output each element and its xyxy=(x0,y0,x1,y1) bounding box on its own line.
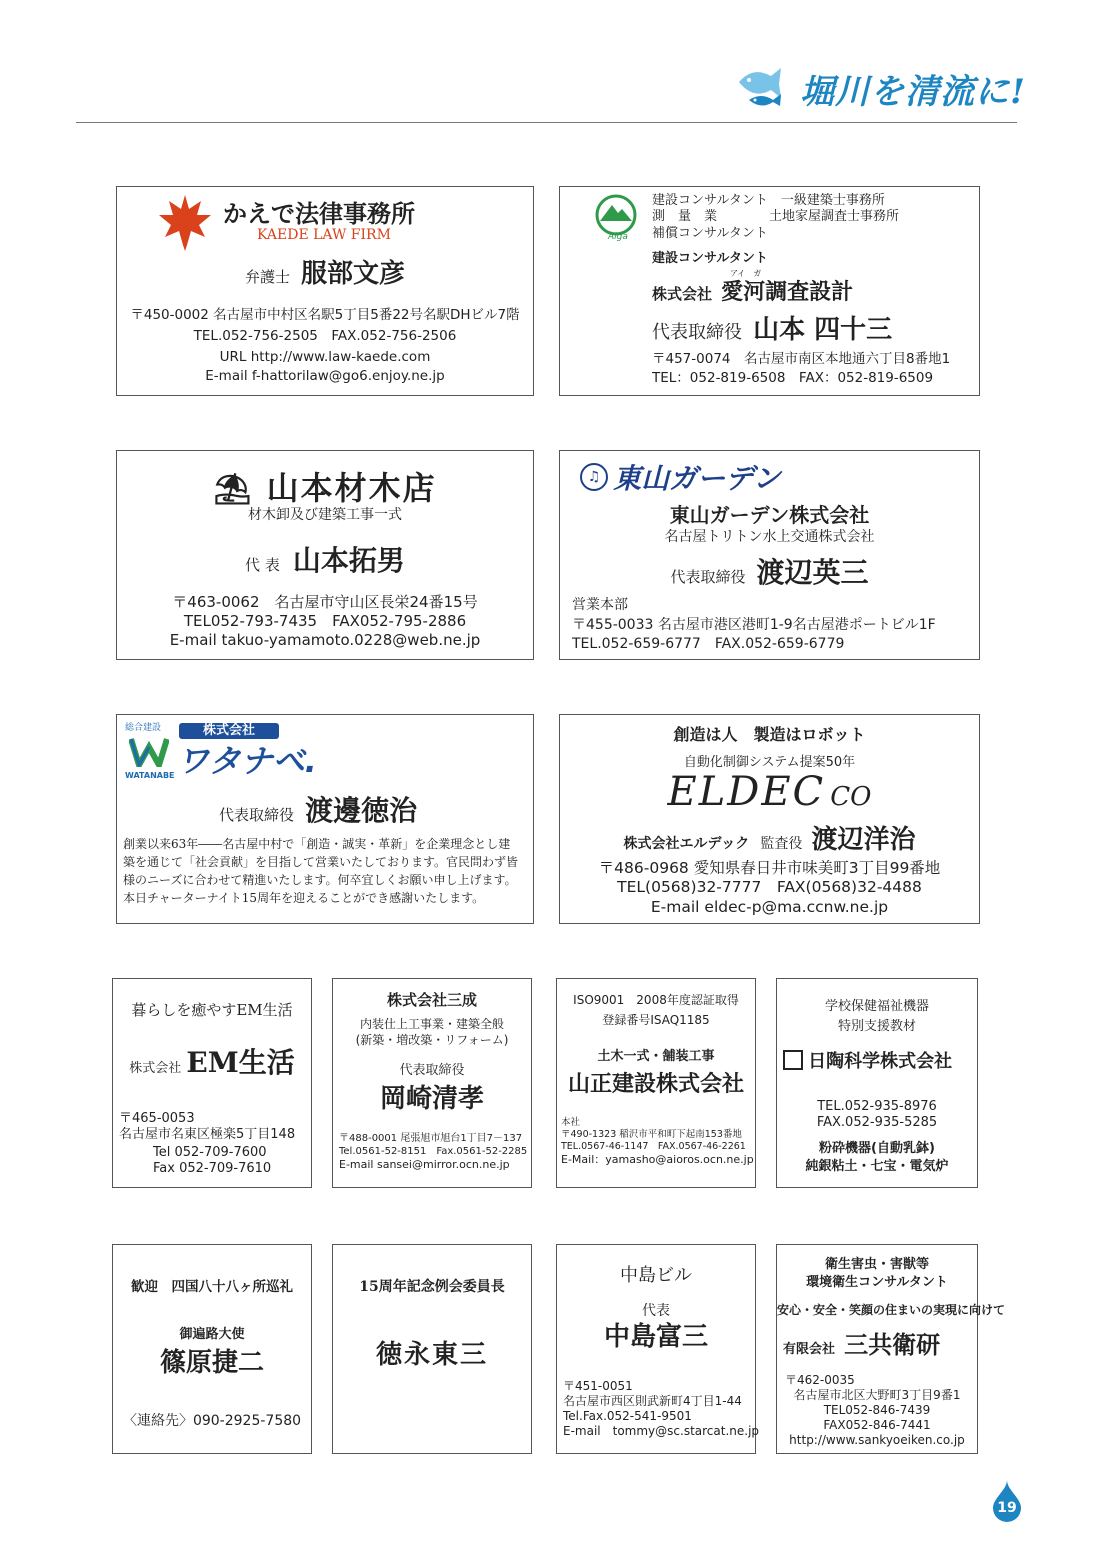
svg-text:Aiga: Aiga xyxy=(608,232,628,242)
business-line-1: 衛生害虫・害獣等 xyxy=(824,1257,929,1272)
header-title: 堀川を清流に! xyxy=(800,72,1026,112)
email-link[interactable]: E-mail sansei@mirror.ocn.ne.jp xyxy=(339,1158,510,1171)
business-line-3: 安心・安全・笑顔の住まいの実現に向けて xyxy=(777,1303,1006,1317)
tagline: 創造は人 製造はロボット xyxy=(673,725,866,744)
person-name: 中島富三 xyxy=(603,1322,708,1352)
role-label: 代表取締役 xyxy=(399,1063,465,1078)
person-name: 山本拓男 xyxy=(292,544,405,577)
fax: FAX.052-935-5285 xyxy=(816,1115,938,1130)
fish-icon xyxy=(735,62,797,116)
card-nitto-kagaku xyxy=(776,978,978,1188)
card-kaede-law xyxy=(116,186,534,396)
intro-line-2: 築を通じて「社会貢献」を目指して営業いたしております。官民問わず皆 xyxy=(123,855,519,869)
fax: Fax 052-709-7610 xyxy=(153,1161,272,1177)
firm-name: かえで法律事務所 xyxy=(223,199,415,228)
company-name: 山正建設株式会社 xyxy=(567,1072,744,1097)
address: 〒455-0033 名古屋市港区港町1-9名古屋港ポートビル1F xyxy=(572,616,936,633)
page-number: 19 xyxy=(997,1500,1017,1516)
company-prefix: 株式会社 xyxy=(652,285,713,303)
zip: 〒451-0051 xyxy=(563,1379,633,1393)
company-name: 三共衛研 xyxy=(844,1330,941,1359)
company-emblem-icon xyxy=(783,1050,803,1070)
business-line-2: (新築・増改築・リフォーム) xyxy=(355,1033,509,1047)
tel-fax: TEL052-793-7435 FAX052-795-2886 xyxy=(183,611,467,630)
sub-tagline: 自動化制御システム提案50年 xyxy=(683,755,856,770)
tel-fax: Tel.Fax.052-541-9501 xyxy=(563,1409,692,1423)
role-label: 監査役 xyxy=(760,836,803,852)
company-name: 東山ガーデン株式会社 xyxy=(669,503,870,527)
subtitle: 材木卸及び建築工事一式 xyxy=(248,507,402,523)
tel: TEL052-846-7439 xyxy=(823,1403,931,1417)
role-label: 弁護士 xyxy=(244,268,290,286)
fax: FAX052-846-7441 xyxy=(823,1418,931,1432)
company-name: EM生活 xyxy=(186,1046,295,1079)
address: 名古屋市北区大野町3丁目9番1 xyxy=(793,1388,961,1402)
watanabe-logo: 総合建設 WATANABE xyxy=(125,723,175,780)
tel: Tel 052-709-7600 xyxy=(153,1145,267,1160)
tel-fax: TEL(0568)32-7777 FAX(0568)32-4488 xyxy=(617,878,922,897)
eldec-logo-co: CO xyxy=(830,782,872,812)
card-higashiyama-garden xyxy=(559,450,980,660)
tel: TEL.052-935-8976 xyxy=(817,1099,937,1114)
company-logo-text: ワタナベ. xyxy=(177,742,317,780)
company-prefix: 有限会社 xyxy=(783,1342,836,1357)
business-line-1: 内装仕上工事業・建築全般 xyxy=(359,1017,504,1031)
role-label: 代表取締役 xyxy=(670,568,746,586)
card-shinohara xyxy=(112,1244,312,1454)
address: 名古屋市名東区極楽5丁目148 xyxy=(119,1127,296,1143)
registration-no: 登録番号ISAQ1185 xyxy=(602,1013,710,1027)
person-name: 岡崎清孝 xyxy=(379,1084,484,1114)
company-name: 株式会社エルデック xyxy=(623,836,750,852)
company-name: 日陶科学株式会社 xyxy=(808,1051,953,1072)
card-nakajima-bldg xyxy=(556,1244,760,1454)
tel-fax: Tel.0561-52-8151 Fax.0561-52-2285 xyxy=(339,1145,528,1157)
email-link[interactable]: E-mail eldec-p@ma.ccnw.ne.jp xyxy=(650,897,889,916)
person-name: 篠原捷二 xyxy=(159,1348,264,1378)
higashiyama-logo: ♫ 東山ガーデン xyxy=(580,457,781,497)
card-em-seikatsu xyxy=(112,978,312,1188)
card-tokunaga xyxy=(332,1244,532,1454)
category: 建設コンサルタント xyxy=(652,251,768,266)
person-name: 渡辺英三 xyxy=(756,556,869,589)
role-label: 代表 xyxy=(642,1303,670,1319)
firm-english: KAEDE LAW FIRM xyxy=(257,227,391,243)
business-line-2: 特別支援教材 xyxy=(837,1019,916,1034)
business-line-4: 純銀粘土・七宝・電気炉 xyxy=(805,1159,949,1174)
header-divider xyxy=(76,122,1017,123)
address: 〒486-0968 愛知県春日井市味美町3丁目99番地 xyxy=(598,859,941,877)
email-link[interactable]: E-mail f-hattorilaw@go6.enjoy.ne.jp xyxy=(205,367,445,384)
role-label: 代 表 xyxy=(245,556,280,574)
services-line-3: 補償コンサルタント xyxy=(652,225,768,241)
tel-fax: TEL.0567-46-1147 FAX.0567-46-2261 xyxy=(561,1140,746,1152)
welcome-line: 歓迎 四国八十八ヶ所巡礼 xyxy=(131,1279,293,1295)
tel-fax: TEL.052-659-6777 FAX.052-659-6779 xyxy=(572,636,845,652)
business-line-3: 粉砕機器(自動乳鉢) xyxy=(819,1141,935,1156)
eldec-logo: ELDEC xyxy=(667,769,826,815)
role-label: 代表取締役 xyxy=(652,322,742,343)
person-name: 服部文彦 xyxy=(301,259,406,289)
card-yamamoto-lumber xyxy=(116,450,534,660)
w-mark-icon xyxy=(129,737,169,767)
address: 〒457-0074 名古屋市南区本地通六丁目8番地1 xyxy=(652,351,951,367)
address: 〒490-1323 稲沢市平和町下起南153番地 xyxy=(561,1128,742,1140)
tel-fax: TEL.052-756-2505 FAX.052-756-2506 xyxy=(193,327,457,344)
card-eldec xyxy=(559,714,980,924)
company-name: 山本材木店 xyxy=(266,469,437,507)
business-line-1: 学校保健福祉機器 xyxy=(824,999,929,1014)
business-line-2: 環境衛生コンサルタント xyxy=(806,1275,948,1290)
contact: 〈連絡先〉090-2925-7580 xyxy=(122,1413,302,1429)
company-name: 中島ビル xyxy=(620,1265,692,1286)
person-name: 渡辺洋治 xyxy=(811,825,916,855)
tagline: 暮らしを癒やすEM生活 xyxy=(131,1001,293,1019)
mountain-logo-icon xyxy=(588,193,644,247)
tel-fax: TEL：052-819-6508 FAX：052-819-6509 xyxy=(652,369,934,386)
maple-leaf-icon xyxy=(157,193,213,255)
intro-line-3: 様のニーズに合わせて精進いたします。何卒宜しくお願い申し上げます。 xyxy=(123,873,517,887)
business: 土木一式・舗装工事 xyxy=(597,1049,715,1064)
address: 〒463-0062 名古屋市守山区長栄24番15号 xyxy=(172,593,478,611)
person-name: 山本 四十三 xyxy=(753,315,893,345)
company-ruby: アイ ガ xyxy=(730,269,762,278)
card-watanabe xyxy=(116,714,534,924)
card-sankyo-eiken xyxy=(776,1244,1006,1454)
email-link[interactable]: E-mail tommy@sc.starcat.ne.jp xyxy=(563,1424,760,1438)
office-label: 営業本部 xyxy=(572,597,628,613)
url-link[interactable]: http://www.sankyoeiken.co.jp xyxy=(789,1433,965,1447)
iso-line: ISO9001 2008年度認証取得 xyxy=(573,993,739,1007)
url-link[interactable]: URL http://www.law-kaede.com xyxy=(219,348,431,365)
zip: 〒462-0035 xyxy=(785,1373,855,1387)
company-prefix: 株式会社 xyxy=(129,1061,182,1076)
office-label: 本社 xyxy=(561,1117,581,1128)
sub-company: 名古屋トリトン水上交通株式会社 xyxy=(664,529,875,545)
company-mark: ⛱ xyxy=(213,472,252,507)
intro-line-1: 創業以来63年――名古屋中村で「創造・誠実・革新」を企業理念とし建 xyxy=(123,837,511,851)
address: 〒450-0002 名古屋市中村区名駅5丁目5番22号名駅DHビル7階 xyxy=(130,307,520,323)
corp-badge: 株式会社 xyxy=(179,723,279,739)
email-link[interactable]: E-mail takuo-yamamoto.0228@web.ne.jp xyxy=(169,630,481,649)
person-name: 渡邊徳治 xyxy=(305,794,418,827)
person-name: 徳永東三 xyxy=(375,1340,488,1370)
card-yamasho xyxy=(556,978,756,1188)
card-sansei xyxy=(332,978,532,1188)
intro-line-4: 本日チャーターナイト15周年を迎えることができ感謝いたします。 xyxy=(123,891,485,905)
title-line: 15周年記念例会委員長 xyxy=(359,1279,505,1295)
email-link[interactable]: E-Mail：yamasho@aioros.ocn.ne.jp xyxy=(561,1152,754,1166)
services-line-2: 測 量 業 土地家屋調査士事務所 xyxy=(652,209,900,225)
card-aiga xyxy=(559,186,980,396)
role-label: 御遍路大使 xyxy=(179,1327,245,1342)
lyre-emblem-icon: ♫ xyxy=(580,463,608,491)
company-name: 株式会社三成 xyxy=(386,991,477,1009)
page-number-badge xyxy=(991,1480,1023,1522)
address: 名古屋市西区則武新町4丁目1-44 xyxy=(563,1394,742,1408)
zip: 〒465-0053 xyxy=(119,1111,195,1126)
address: 〒488-0001 尾張旭市旭台1丁目7－137 xyxy=(339,1133,523,1144)
role-label: 代表取締役 xyxy=(219,806,295,824)
services-line-1: 建設コンサルタント 一級建築士事務所 xyxy=(652,193,885,208)
company-name: 愛河調査設計 xyxy=(721,280,854,305)
